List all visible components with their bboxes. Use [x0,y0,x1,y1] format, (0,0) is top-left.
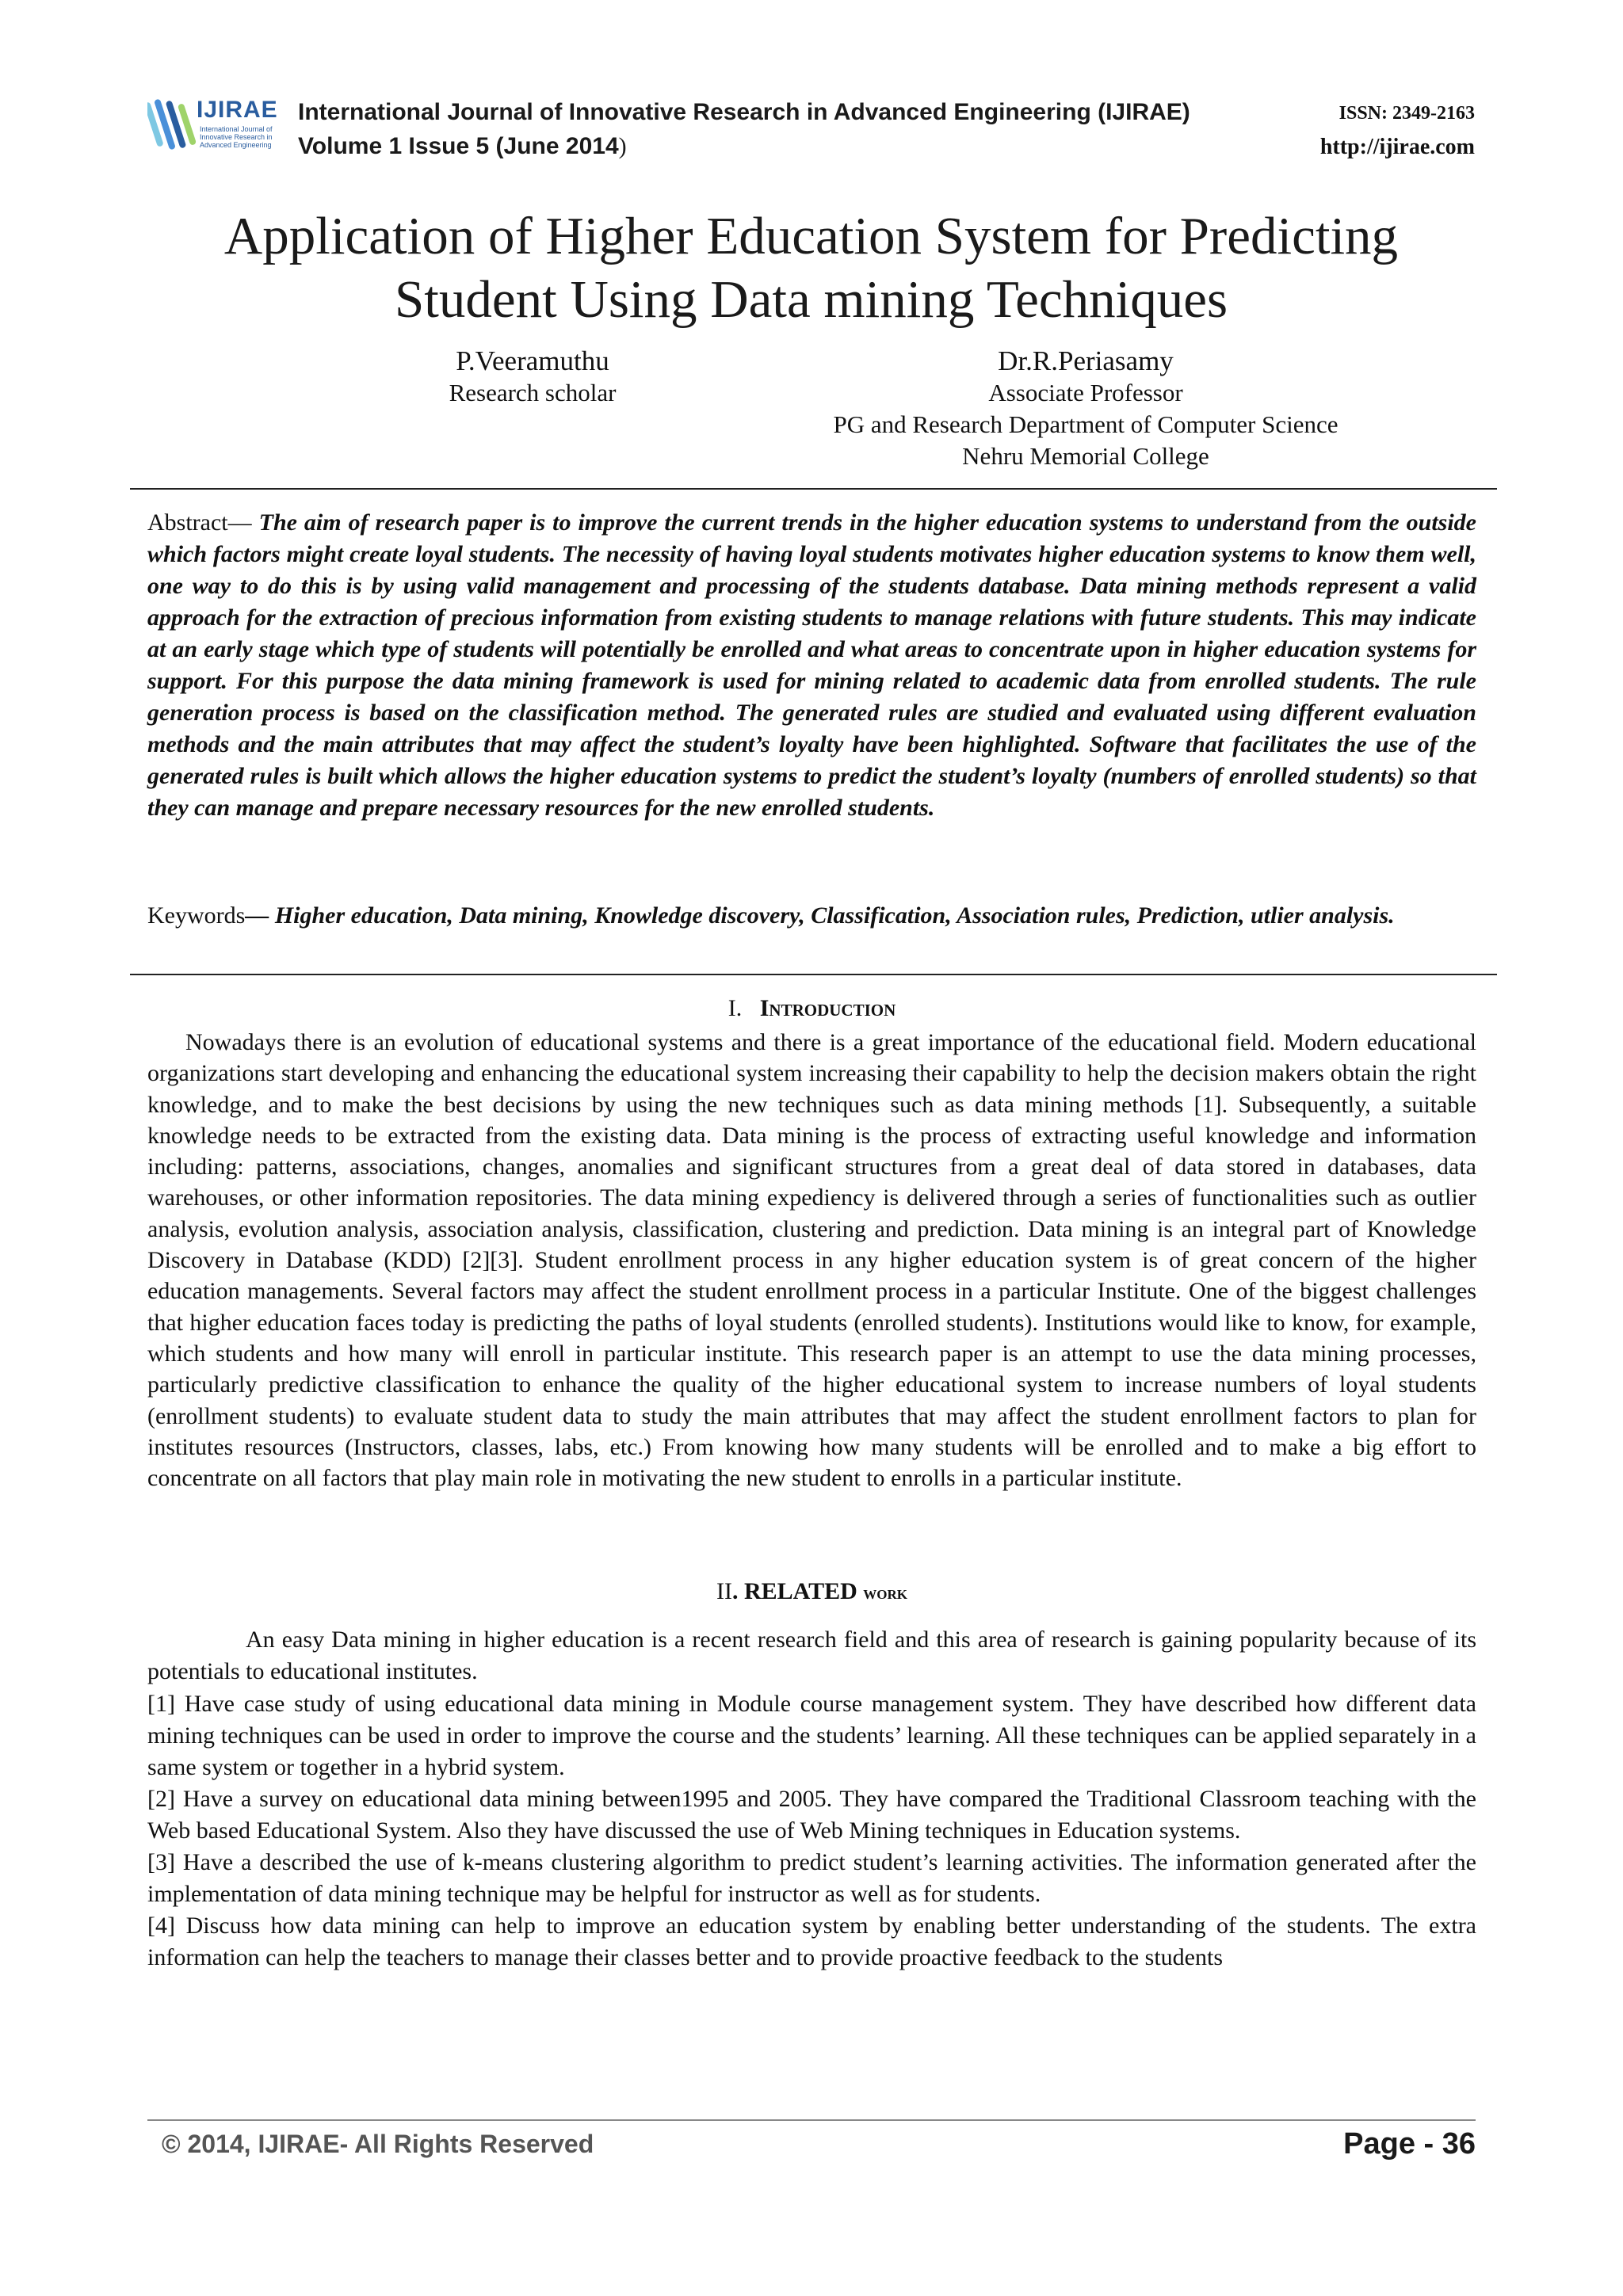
author-2-title: Associate Professor [988,379,1183,406]
journal-logo [147,95,282,158]
author-2 [781,345,1390,472]
issue-prefix: Volume 1 Issue 5 (June 2014 [298,133,619,159]
keywords-label: Keywords [147,902,246,929]
logo-subtext: International Journal of Innovative Research in Advanced Engineering [200,125,273,149]
journal-name: International Journal of Innovative Research in Advanced Engineering (IJIRAE) [298,99,1190,125]
footer-page-number: Page - 36 [1343,2127,1476,2161]
journal-issn: ISSN: 2349-2163 [1338,103,1475,124]
author-1 [406,345,659,409]
paper-title [147,204,1475,331]
keywords [147,900,1476,932]
section-2-heading [147,1578,1476,1605]
journal-header [147,95,1475,166]
abstract [147,507,1476,824]
author-block [147,345,1475,480]
author-2-department: PG and Research Department of Computer Science [833,410,1338,438]
section-1-number: I. [727,995,743,1021]
author-1-affiliation: Research scholar [449,379,617,406]
section-2-title: . RELATED [731,1578,857,1604]
abstract-label: Abstract— [147,509,252,536]
keywords-text: — Higher education, Data mining, Knowledge discovery, Classification, Association rules, Prediction, utlier analysis. [245,902,1395,929]
logo-text: IJIRAE [197,97,278,123]
author-2-name: Dr.R.Periasamy [998,345,1174,376]
footer-divider [147,2119,1476,2121]
section-2-refs [147,1688,1476,1974]
author-2-college: Nehru Memorial College [962,442,1209,470]
section-1-title: Introduction [759,995,896,1021]
journal-url[interactable]: http://ijirae.com [1319,135,1475,159]
logo-stripes-icon [147,95,198,158]
journal-issue [298,133,627,160]
ref-paragraph: [4] Discuss how data mining can help to improve an education system by enabling better understanding of the students. The extra information can help the teachers to manage their classes better and to provide proactive feedback to the students [147,1913,1476,1970]
section-1-body: Nowadays there is an evolution of educational systems and there is a great importance of the educational field. Modern educational organizations start developing and enhancing the educational system increasing their capability to help the decision makers obtain the right knowledge, and to make the best decisions by using the new techniques such as data mining methods [1]. Subsequently, a suitable knowledge needs to be extracted from the existing data. Data mining is the process of extracting useful knowledge and information including: patterns, associations, changes, anomalies and significant structures from a great deal of data stored in databases, data warehouses, or other information repositories. The data mining expediency is delivered through a series of functionalities such as outlier analysis, evolution analysis, association analysis, classification, clustering and prediction. Data mining is an integral part of Knowledge Discovery in Database (KDD) [2][3]. Student enrollment process in any higher education system is of great concern of the higher education managements. Several factors may affect the student enrollment process in a particular Institute. One of the biggest challenges that higher education faces today is predicting the paths of loyal students (enrolled students). Institutions would like to know, for example, which students and how many will enroll in particular institute. This research paper is an attempt to use the data mining processes, particularly predictive classification to enhance the quality of the higher educational system to increase numbers of loyal students (enrollment students) to evaluate student data to study the main attributes that may affect the student enrollment factors to plan for institutes resources (Instructors, classes, labs, etc.) From knowing how many students will be enrolled and to make a big effort to concentrate on all factors that play main role in motivating the new student to enrolls in a particular institute. [147,1029,1476,1492]
title-line-1: Application of Higher Education System for Predicting [223,207,1399,265]
ref-paragraph: [2] Have a survey on educational data mining between1995 and 2005. They have compared the Traditional Classroom teaching with the Web based Educational System. Also they have discussed the use of Web Mining techniques in Education systems. [147,1786,1476,1844]
author-1-name: P.Veeramuthu [456,345,609,376]
section-2-intro: An easy Data mining in higher education is a recent research field and this area of research is gaining popularity because of its potentials to educational institutes. [147,1627,1476,1684]
issue-suffix: ) [618,133,627,159]
section-2-title-small: work [863,1583,908,1604]
ref-paragraph: [1] Have case study of using educational data mining in Module course management system. They have described how different data mining techniques can be used in order to improve the course and the students’ learning. All these techniques can be applied separately in a same system or together in a hybrid system. [147,1691,1476,1780]
top-divider [130,488,1497,490]
section-2-number: II [716,1578,732,1604]
abstract-text: The aim of research paper is to improve the current trends in the higher education systems to understand from the outside which factors might create loyal students. The necessity of having loyal students motivates higher education systems to know them well, one way to do this is by using valid management and processing of the students database. Data mining methods represent a valid approach for the extraction of precious information from existing students to manage relations with future students. This may indicate at an early stage which type of students will potentially be enrolled and what areas to concentrate upon in higher education systems for support. For this purpose the data mining framework is used for mining related to academic data from enrolled students. The rule generation process is based on the classification method. The generated rules are studied and evaluated using different evaluation methods and the main attributes that may affect the student’s loyalty have been highlighted. Software that facilitates the use of the generated rules is built which allows the higher education systems to predict the student’s loyalty (numbers of enrolled students) so that they can manage and prepare necessary resources for the new enrolled students. [147,509,1476,821]
ref-paragraph: [3] Have a described the use of k-means clustering algorithm to predict student’s learning activities. The information generated after the implementation of data mining technique may be helpful for instructor as well as for students. [147,1849,1476,1907]
section-1-heading [147,995,1476,1022]
keywords-divider [130,974,1497,975]
title-line-2: Student Using Data mining Techniques [394,270,1228,329]
footer-copyright: © 2014, IJIRAE- All Rights Reserved [162,2130,594,2158]
